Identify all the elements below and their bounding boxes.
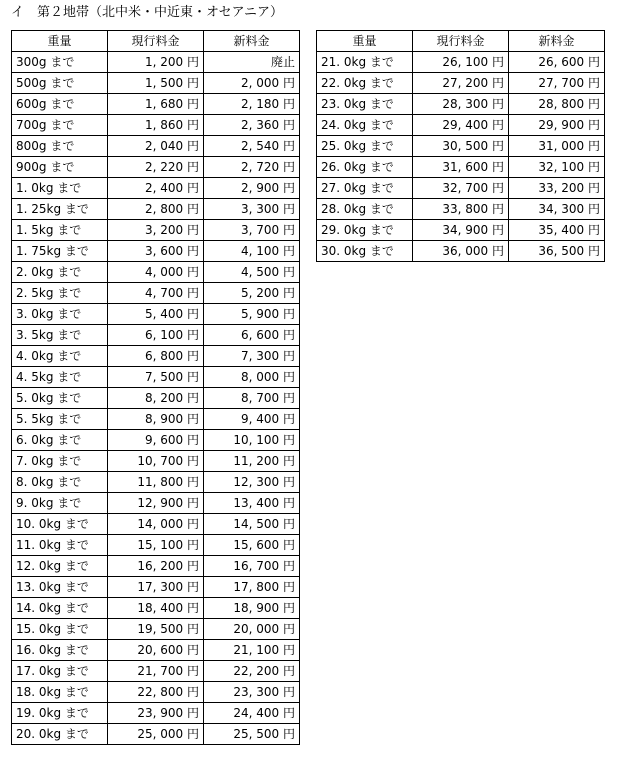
weight-cell: 11. 0kg まで xyxy=(12,535,108,556)
weight-cell: 8. 0kg まで xyxy=(12,472,108,493)
table-row xyxy=(12,199,300,220)
new-rate-cell: 17, 800 円 xyxy=(204,577,300,598)
current-rate-cell: 2, 800 円 xyxy=(108,199,204,220)
new-rate-cell: 8, 000 円 xyxy=(204,367,300,388)
new-rate-cell: 16, 700 円 xyxy=(204,556,300,577)
table-row xyxy=(12,262,300,283)
new-rate-cell: 2, 360 円 xyxy=(204,115,300,136)
table-row xyxy=(317,136,605,157)
new-rate-cell: 5, 200 円 xyxy=(204,283,300,304)
table-row xyxy=(12,661,300,682)
weight-cell: 29. 0kg まで xyxy=(317,220,413,241)
new-rate-cell: 36, 500 円 xyxy=(509,241,605,262)
weight-column-header: 重量 xyxy=(317,31,413,52)
page-title: イ 第２地帯（北中米・中近東・オセアニア） xyxy=(11,5,283,20)
table-row xyxy=(12,598,300,619)
new-rate-cell: 10, 100 円 xyxy=(204,430,300,451)
weight-cell: 25. 0kg まで xyxy=(317,136,413,157)
table-row xyxy=(317,178,605,199)
table-row xyxy=(12,325,300,346)
new-rate-cell: 14, 500 円 xyxy=(204,514,300,535)
weight-cell: 2. 5kg まで xyxy=(12,283,108,304)
current-rate-cell: 33, 800 円 xyxy=(413,199,509,220)
current-rate-cell: 34, 900 円 xyxy=(413,220,509,241)
new-rate-cell: 18, 900 円 xyxy=(204,598,300,619)
new-rate-cell: 11, 200 円 xyxy=(204,451,300,472)
table-row xyxy=(12,493,300,514)
table-row xyxy=(12,94,300,115)
new-rate-cell: 32, 100 円 xyxy=(509,157,605,178)
current-rate-cell: 15, 100 円 xyxy=(108,535,204,556)
table-row xyxy=(317,73,605,94)
current-rate-cell: 14, 000 円 xyxy=(108,514,204,535)
new-rate-cell: 28, 800 円 xyxy=(509,94,605,115)
weight-cell: 10. 0kg まで xyxy=(12,514,108,535)
current-rate-cell: 1, 860 円 xyxy=(108,115,204,136)
weight-cell: 6. 0kg まで xyxy=(12,430,108,451)
table-row xyxy=(12,367,300,388)
new-rate-cell: 29, 900 円 xyxy=(509,115,605,136)
weight-cell: 17. 0kg まで xyxy=(12,661,108,682)
rate-table-right xyxy=(316,30,605,262)
table-row xyxy=(12,619,300,640)
table-row xyxy=(317,115,605,136)
weight-cell: 4. 0kg まで xyxy=(12,346,108,367)
current-rate-cell: 16, 200 円 xyxy=(108,556,204,577)
table-body xyxy=(12,52,300,745)
weight-cell: 19. 0kg まで xyxy=(12,703,108,724)
current-rate-cell: 20, 600 円 xyxy=(108,640,204,661)
current-rate-cell: 7, 500 円 xyxy=(108,367,204,388)
weight-cell: 5. 5kg まで xyxy=(12,409,108,430)
weight-cell: 24. 0kg まで xyxy=(317,115,413,136)
table-row xyxy=(12,157,300,178)
new-rate-cell: 34, 300 円 xyxy=(509,199,605,220)
new-rate-cell: 31, 000 円 xyxy=(509,136,605,157)
weight-cell: 9. 0kg まで xyxy=(12,493,108,514)
current-rate-cell: 2, 040 円 xyxy=(108,136,204,157)
table-row xyxy=(317,199,605,220)
table-row xyxy=(12,514,300,535)
current-rate-cell: 23, 900 円 xyxy=(108,703,204,724)
weight-cell: 800g まで xyxy=(12,136,108,157)
current-rate-cell: 17, 300 円 xyxy=(108,577,204,598)
current-rate-cell: 1, 500 円 xyxy=(108,73,204,94)
current-rate-column-header: 現行料金 xyxy=(108,31,204,52)
new-rate-cell: 2, 900 円 xyxy=(204,178,300,199)
table-row xyxy=(12,556,300,577)
new-rate-cell: 15, 600 円 xyxy=(204,535,300,556)
current-rate-cell: 32, 700 円 xyxy=(413,178,509,199)
new-rate-cell: 2, 540 円 xyxy=(204,136,300,157)
current-rate-cell: 6, 800 円 xyxy=(108,346,204,367)
new-rate-cell: 7, 300 円 xyxy=(204,346,300,367)
current-rate-cell: 4, 700 円 xyxy=(108,283,204,304)
table-row xyxy=(12,472,300,493)
new-rate-cell: 25, 500 円 xyxy=(204,724,300,745)
current-rate-cell: 27, 200 円 xyxy=(413,73,509,94)
new-rate-cell: 35, 400 円 xyxy=(509,220,605,241)
table-row xyxy=(12,388,300,409)
current-rate-cell: 30, 500 円 xyxy=(413,136,509,157)
new-rate-column-header: 新料金 xyxy=(204,31,300,52)
weight-cell: 1. 5kg まで xyxy=(12,220,108,241)
weight-cell: 26. 0kg まで xyxy=(317,157,413,178)
table-row xyxy=(317,220,605,241)
table-row xyxy=(12,703,300,724)
table-row xyxy=(317,157,605,178)
new-rate-cell: 20, 000 円 xyxy=(204,619,300,640)
new-rate-cell: 6, 600 円 xyxy=(204,325,300,346)
rate-table-left xyxy=(11,30,300,745)
table-row xyxy=(12,577,300,598)
new-rate-cell: 23, 300 円 xyxy=(204,682,300,703)
weight-cell: 2. 0kg まで xyxy=(12,262,108,283)
new-rate-cell: 4, 100 円 xyxy=(204,241,300,262)
table-row xyxy=(12,283,300,304)
new-rate-cell: 21, 100 円 xyxy=(204,640,300,661)
weight-cell: 14. 0kg まで xyxy=(12,598,108,619)
current-rate-cell: 2, 400 円 xyxy=(108,178,204,199)
weight-cell: 3. 5kg まで xyxy=(12,325,108,346)
weight-cell: 15. 0kg まで xyxy=(12,619,108,640)
new-rate-cell: 12, 300 円 xyxy=(204,472,300,493)
current-rate-cell: 22, 800 円 xyxy=(108,682,204,703)
new-rate-cell: 4, 500 円 xyxy=(204,262,300,283)
weight-cell: 7. 0kg まで xyxy=(12,451,108,472)
new-rate-cell: 2, 720 円 xyxy=(204,157,300,178)
table-row xyxy=(12,451,300,472)
table-row xyxy=(12,535,300,556)
current-rate-cell: 4, 000 円 xyxy=(108,262,204,283)
current-rate-column-header: 現行料金 xyxy=(413,31,509,52)
current-rate-cell: 8, 200 円 xyxy=(108,388,204,409)
current-rate-cell: 21, 700 円 xyxy=(108,661,204,682)
table-row xyxy=(12,409,300,430)
current-rate-cell: 8, 900 円 xyxy=(108,409,204,430)
current-rate-cell: 3, 600 円 xyxy=(108,241,204,262)
weight-cell: 28. 0kg まで xyxy=(317,199,413,220)
current-rate-cell: 1, 680 円 xyxy=(108,94,204,115)
current-rate-cell: 36, 000 円 xyxy=(413,241,509,262)
new-rate-cell: 8, 700 円 xyxy=(204,388,300,409)
weight-cell: 18. 0kg まで xyxy=(12,682,108,703)
current-rate-cell: 19, 500 円 xyxy=(108,619,204,640)
new-rate-cell: 2, 180 円 xyxy=(204,94,300,115)
weight-cell: 1. 25kg まで xyxy=(12,199,108,220)
weight-cell: 300g まで xyxy=(12,52,108,73)
weight-cell: 20. 0kg まで xyxy=(12,724,108,745)
new-rate-cell: 9, 400 円 xyxy=(204,409,300,430)
current-rate-cell: 9, 600 円 xyxy=(108,430,204,451)
new-rate-cell: 24, 400 円 xyxy=(204,703,300,724)
weight-cell: 30. 0kg まで xyxy=(317,241,413,262)
current-rate-cell: 6, 100 円 xyxy=(108,325,204,346)
table-row xyxy=(12,178,300,199)
weight-cell: 900g まで xyxy=(12,157,108,178)
table-header-row xyxy=(12,31,300,52)
table-header-row xyxy=(317,31,605,52)
new-rate-column-header: 新料金 xyxy=(509,31,605,52)
weight-cell: 5. 0kg まで xyxy=(12,388,108,409)
table-row xyxy=(12,52,300,73)
current-rate-cell: 3, 200 円 xyxy=(108,220,204,241)
current-rate-cell: 1, 200 円 xyxy=(108,52,204,73)
weight-cell: 3. 0kg まで xyxy=(12,304,108,325)
table-row xyxy=(317,241,605,262)
weight-cell: 1. 75kg まで xyxy=(12,241,108,262)
current-rate-cell: 10, 700 円 xyxy=(108,451,204,472)
weight-cell: 23. 0kg まで xyxy=(317,94,413,115)
current-rate-cell: 28, 300 円 xyxy=(413,94,509,115)
weight-cell: 500g まで xyxy=(12,73,108,94)
current-rate-cell: 2, 220 円 xyxy=(108,157,204,178)
table-row xyxy=(12,682,300,703)
table-row xyxy=(12,724,300,745)
weight-cell: 12. 0kg まで xyxy=(12,556,108,577)
weight-column-header: 重量 xyxy=(12,31,108,52)
weight-cell: 4. 5kg まで xyxy=(12,367,108,388)
table-row xyxy=(12,136,300,157)
table-body xyxy=(317,52,605,262)
new-rate-cell: 5, 900 円 xyxy=(204,304,300,325)
table-row xyxy=(12,430,300,451)
new-rate-cell: 22, 200 円 xyxy=(204,661,300,682)
table-row xyxy=(12,346,300,367)
weight-cell: 16. 0kg まで xyxy=(12,640,108,661)
current-rate-cell: 18, 400 円 xyxy=(108,598,204,619)
current-rate-cell: 31, 600 円 xyxy=(413,157,509,178)
table-row xyxy=(12,220,300,241)
new-rate-cell: 13, 400 円 xyxy=(204,493,300,514)
weight-cell: 21. 0kg まで xyxy=(317,52,413,73)
new-rate-cell: 3, 300 円 xyxy=(204,199,300,220)
weight-cell: 22. 0kg まで xyxy=(317,73,413,94)
table-row xyxy=(12,73,300,94)
weight-cell: 600g まで xyxy=(12,94,108,115)
current-rate-cell: 25, 000 円 xyxy=(108,724,204,745)
current-rate-cell: 26, 100 円 xyxy=(413,52,509,73)
current-rate-cell: 11, 800 円 xyxy=(108,472,204,493)
current-rate-cell: 5, 400 円 xyxy=(108,304,204,325)
weight-cell: 700g まで xyxy=(12,115,108,136)
table-row xyxy=(317,52,605,73)
table-row xyxy=(12,640,300,661)
new-rate-cell: 2, 000 円 xyxy=(204,73,300,94)
current-rate-cell: 12, 900 円 xyxy=(108,493,204,514)
current-rate-cell: 29, 400 円 xyxy=(413,115,509,136)
new-rate-cell: 3, 700 円 xyxy=(204,220,300,241)
new-rate-cell: 26, 600 円 xyxy=(509,52,605,73)
weight-cell: 13. 0kg まで xyxy=(12,577,108,598)
table-row xyxy=(317,94,605,115)
table-row xyxy=(12,241,300,262)
new-rate-cell: 27, 700 円 xyxy=(509,73,605,94)
table-row xyxy=(12,115,300,136)
table-row xyxy=(12,304,300,325)
weight-cell: 1. 0kg まで xyxy=(12,178,108,199)
new-rate-cell: 廃止 xyxy=(204,52,300,73)
weight-cell: 27. 0kg まで xyxy=(317,178,413,199)
new-rate-cell: 33, 200 円 xyxy=(509,178,605,199)
